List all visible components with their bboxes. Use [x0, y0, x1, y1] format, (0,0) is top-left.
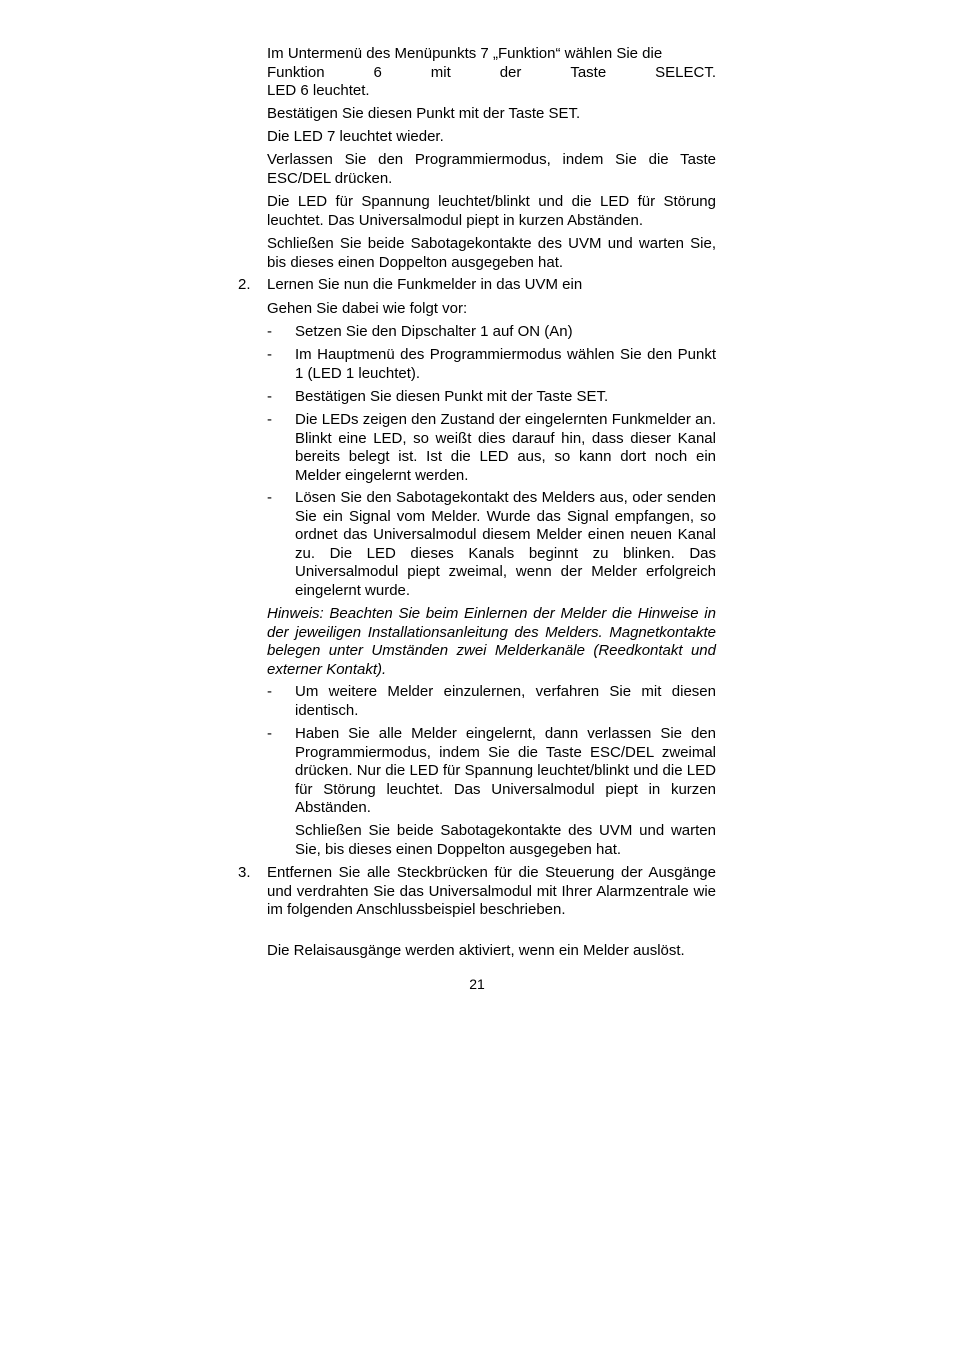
bullet-dash: - [267, 411, 272, 428]
bullet-sabotage-trigger: Lösen Sie den Sabotagekontakt des Melders aus, oder senden Sie ein Signal vom Melder. Wurde das Signal empfangen, so ordnet das Universalmodul diesem Melder einen neuen Kanal zu. Die LED dieses Kanals beginnt zu blinken. Das Universalmodul piept zweimal, wenn der Melder erfolgreich eingelernt wurde. [295, 489, 716, 599]
paragraph-led-status: Die LED für Spannung leuchtet/blinkt und die LED für Störung leuchtet. Das Universalmodul piept in kurzen Abständen. [267, 193, 716, 229]
bullet-leds-state: Die LEDs zeigen den Zustand der eingelernten Funkmelder an. Blinkt eine LED, so weißt dies darauf hin, dass dieser Kanal bereits belegt ist. Ist die LED aus, so kann dort noch ein Melder eingelernt werden. [295, 411, 716, 484]
paragraph-menu-function-line3: LED 6 leuchtet. [267, 82, 370, 99]
bullet-all-learned: Haben Sie alle Melder eingelernt, dann verlassen Sie den Programmiermodus, indem Sie die Taste ESC/DEL zweimal drücken. Nur die LED für Spannung leuchtet/blinkt und die LED für Störung leuchtet. Das Universalmodul piept in kurzen Abständen. [295, 725, 716, 816]
word: Funktion [267, 63, 325, 81]
word: SELECT. [655, 63, 716, 81]
paragraph-relay-outputs: Die Relaisausgänge werden aktiviert, wenn ein Melder auslöst. [267, 942, 685, 959]
word: der [499, 63, 522, 81]
bullet-main-menu: Im Hauptmenü des Programmiermodus wählen Sie den Punkt 1 (LED 1 leuchtet). [295, 346, 716, 382]
paragraph-sabotage-contacts: Schließen Sie beide Sabotagekontakte des UVM und warten Sie, bis dieses einen Doppelton ausgegeben hat. [267, 235, 716, 271]
bullet-dash: - [267, 346, 272, 363]
bullet-dash: - [267, 489, 272, 506]
bullet-dash: - [267, 388, 272, 405]
word: 6 [373, 63, 382, 81]
word: Taste [570, 63, 607, 81]
list-number-3: 3. [238, 864, 251, 881]
bullet-dash: - [267, 683, 272, 700]
paragraph-confirm-set: Bestätigen Sie diesen Punkt mit der Taste SET. [267, 105, 581, 122]
bullet-dipswitch: Setzen Sie den Dipschalter 1 auf ON (An) [295, 323, 573, 340]
note-hinweis: Hinweis: Beachten Sie beim Einlernen der Melder die Hinweise in der jeweiligen Installationsanleitung des Melders. Magnetkontakte belegen unter Umständen zwei Melderkanäle (Reedkontakt und externer Kontakt). [267, 605, 716, 678]
paragraph-menu-function-line2 [267, 64, 716, 83]
page-number: 21 [469, 976, 485, 992]
paragraph-menu-function-line1: Im Untermenü des Menüpunkts 7 „Funktion“ wählen Sie die [267, 45, 663, 62]
step2-heading: Lernen Sie nun die Funkmelder in das UVM ein [267, 276, 583, 293]
list-number-2: 2. [238, 276, 251, 293]
bullet-dash: - [267, 725, 272, 742]
step3-text: Entfernen Sie alle Steckbrücken für die Steuerung der Ausgänge und verdrahten Sie das Universalmodul mit Ihrer Alarmzentrale wie im folgenden Anschlussbeispiel beschrieben. [267, 864, 716, 918]
paragraph-sabotage-contacts-2: Schließen Sie beide Sabotagekontakte des UVM und warten Sie, bis dieses einen Doppelton ausgegeben hat. [295, 822, 716, 858]
word: mit [430, 63, 451, 81]
bullet-confirm-set: Bestätigen Sie diesen Punkt mit der Taste SET. [295, 388, 609, 405]
bullet-more-detectors: Um weitere Melder einzulernen, verfahren Sie mit diesen identisch. [295, 683, 716, 719]
bullet-dash: - [267, 323, 272, 340]
paragraph-leave-programming: Verlassen Sie den Programmiermodus, indem Sie die Taste ESC/DEL drücken. [267, 151, 716, 187]
step2-intro: Gehen Sie dabei wie folgt vor: [267, 300, 468, 317]
paragraph-led7: Die LED 7 leuchtet wieder. [267, 128, 444, 145]
